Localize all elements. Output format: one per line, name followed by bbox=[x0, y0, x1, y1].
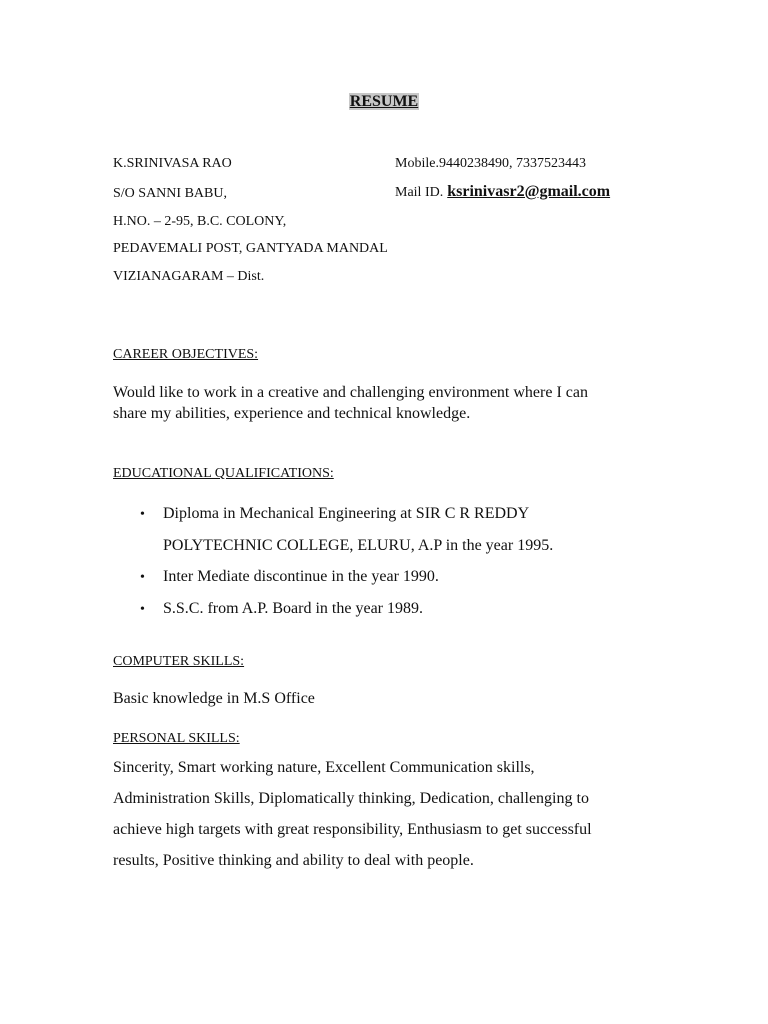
email-link[interactable]: ksrinivasr2@gmail.com bbox=[447, 183, 611, 200]
career-objectives-heading: CAREER OBJECTIVES: bbox=[113, 347, 259, 362]
personal-skills-heading: PERSONAL SKILLS: bbox=[113, 731, 240, 746]
personal-skills-line: Sincerity, Smart working nature, Excellent Communication skills, bbox=[113, 759, 535, 776]
education-item-continued: POLYTECHNIC COLLEGE, ELURU, A.P in the year 1995. bbox=[163, 537, 554, 554]
address-line-2: PEDAVEMALI POST, GANTYADA MANDAL bbox=[113, 241, 388, 256]
bullet-icon: • bbox=[140, 507, 145, 522]
education-item: S.S.C. from A.P. Board in the year 1989. bbox=[163, 600, 423, 617]
applicant-relation: S/O SANNI BABU, bbox=[113, 186, 227, 201]
applicant-name: K.SRINIVASA RAO bbox=[113, 156, 232, 171]
page-title: RESUME bbox=[349, 93, 419, 110]
personal-skills-line: Administration Skills, Diplomatically thinking, Dedication, challenging to bbox=[113, 790, 589, 807]
address-line-3: VIZIANAGARAM – Dist. bbox=[113, 269, 265, 284]
education-heading: EDUCATIONAL QUALIFICATIONS: bbox=[113, 466, 334, 481]
career-objective-line: share my abilities, experience and technical knowledge. bbox=[113, 405, 471, 422]
computer-skills-text: Basic knowledge in M.S Office bbox=[113, 690, 315, 707]
address-line-1: H.NO. – 2-95, B.C. COLONY, bbox=[113, 214, 287, 229]
personal-skills-line: achieve high targets with great responsibility, Enthusiasm to get successful bbox=[113, 821, 592, 838]
education-item: Diploma in Mechanical Engineering at SIR C R REDDY bbox=[163, 505, 530, 522]
career-objective-line: Would like to work in a creative and challenging environment where I can bbox=[113, 384, 588, 401]
bullet-icon: • bbox=[140, 570, 145, 585]
mail-label: Mail ID. bbox=[395, 185, 444, 200]
personal-skills-line: results, Positive thinking and ability to deal with people. bbox=[113, 852, 474, 869]
bullet-icon: • bbox=[140, 602, 145, 617]
education-item: Inter Mediate discontinue in the year 1990. bbox=[163, 568, 439, 585]
computer-skills-heading: COMPUTER SKILLS: bbox=[113, 654, 245, 669]
mobile-number: Mobile.9440238490, 7337523443 bbox=[395, 156, 586, 171]
mail-row bbox=[395, 183, 610, 201]
